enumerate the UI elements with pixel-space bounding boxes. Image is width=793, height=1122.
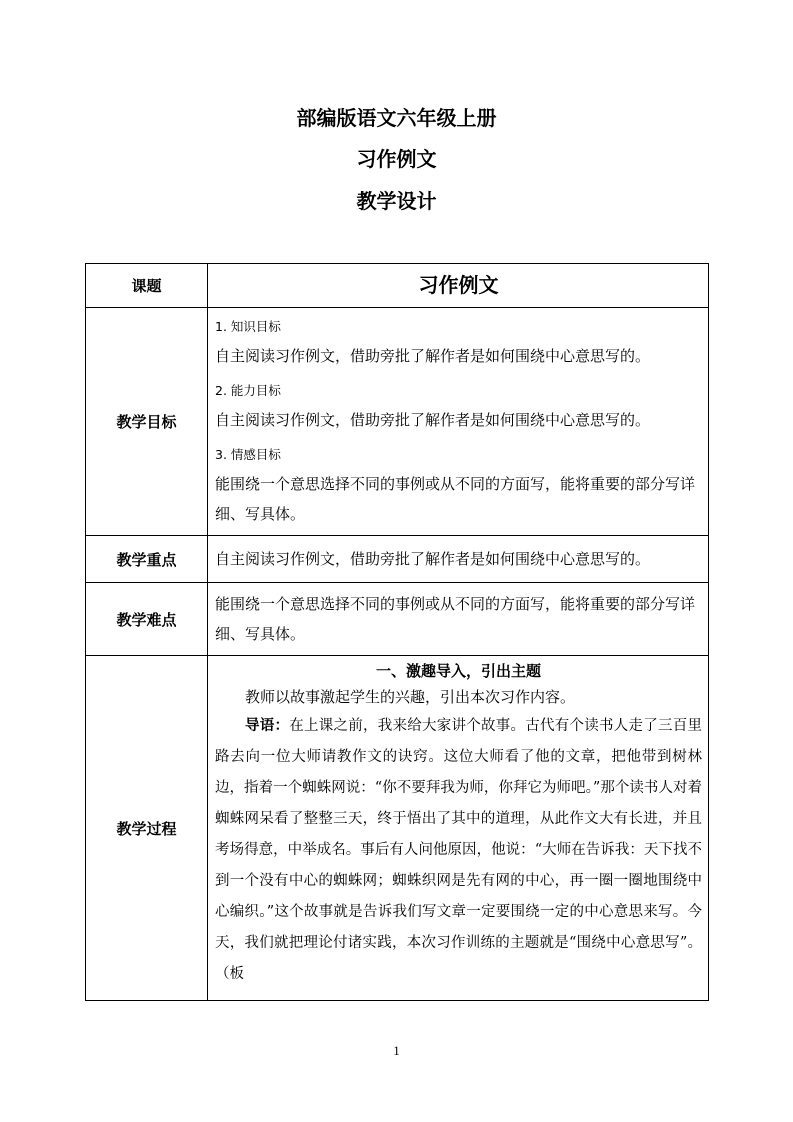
table-row-goals bbox=[86, 308, 709, 536]
lead-paragraph bbox=[215, 711, 702, 990]
topic-cell bbox=[208, 264, 709, 308]
document-type: 教学设计 bbox=[356, 189, 437, 213]
goals-label: 教学目标 bbox=[86, 308, 208, 536]
process-cell bbox=[208, 656, 709, 1001]
key-points-cell bbox=[208, 536, 709, 583]
difficulties-text: 能围绕一个意思选择不同的事例或从不同的方面写，能将重要的部分写详细、写具体。 bbox=[215, 595, 696, 643]
topic-value: 习作例文 bbox=[418, 273, 499, 297]
goal-heading-knowledge: 1. 知识目标 bbox=[215, 319, 281, 334]
document-title: 部编版语文六年级上册 bbox=[296, 106, 497, 130]
difficulties-cell bbox=[208, 583, 709, 656]
goal-text-ability: 自主阅读习作例文，借助旁批了解作者是如何围绕中心意思写的。 bbox=[215, 411, 651, 429]
goals-cell bbox=[208, 308, 709, 536]
key-points-text: 自主阅读习作例文，借助旁批了解作者是如何围绕中心意思写的。 bbox=[215, 550, 651, 568]
table-row-key-points bbox=[86, 536, 709, 583]
goal-heading-emotion: 3. 情感目标 bbox=[215, 447, 281, 462]
section-heading: 一、激趣导入，引出主题 bbox=[375, 662, 541, 680]
topic-label: 课题 bbox=[86, 264, 208, 308]
process-label: 教学过程 bbox=[86, 656, 208, 1001]
lead-text: 在上课之前，我来给大家讲个故事。古代有个读书人走了三百里路去向一位大师请教作文的诀窍。这位大师看了他的文章，把他带到树林边，指着一个蜘蛛网说：“你不要拜我为师，你拜它为师吧。”那个读书人对着蜘蛛网呆看了整整三天，终于悟出了其中的道理，从此作文大有长进，并且考场得意，中举成名。事后有人问他原因，他说：“大师在告诉我：天下找不到一个没有中心的蜘蛛网；蜘蛛织网是先有网的中心，再一圈一圈地围绕中心编织。”这个故事就是告诉我们写文章一定要围绕一定的中心意思来写。今天，我们就把理论付诸实践，本次习作训练的主题就是“围绕中心意思写”。（板 bbox=[215, 718, 702, 982]
goal-text-knowledge: 自主阅读习作例文，借助旁批了解作者是如何围绕中心意思写的。 bbox=[215, 347, 651, 365]
goal-text-emotion: 能围绕一个意思选择不同的事例或从不同的方面写，能将重要的部分写详细、写具体。 bbox=[215, 475, 696, 523]
document-subtitle: 习作例文 bbox=[356, 147, 437, 171]
page-number: 1 bbox=[393, 1043, 400, 1058]
table-row-topic bbox=[86, 264, 709, 308]
goal-heading-ability: 2. 能力目标 bbox=[215, 383, 281, 398]
difficulties-label: 教学难点 bbox=[86, 583, 208, 656]
lead-label: 导语： bbox=[245, 718, 290, 734]
table-row-difficulties bbox=[86, 583, 709, 656]
key-points-label: 教学重点 bbox=[86, 536, 208, 583]
section-intro: 教师以故事激起学生的兴趣，引出本次习作内容。 bbox=[245, 688, 576, 706]
lesson-plan-table bbox=[85, 263, 709, 1001]
table-row-process bbox=[86, 656, 709, 1001]
